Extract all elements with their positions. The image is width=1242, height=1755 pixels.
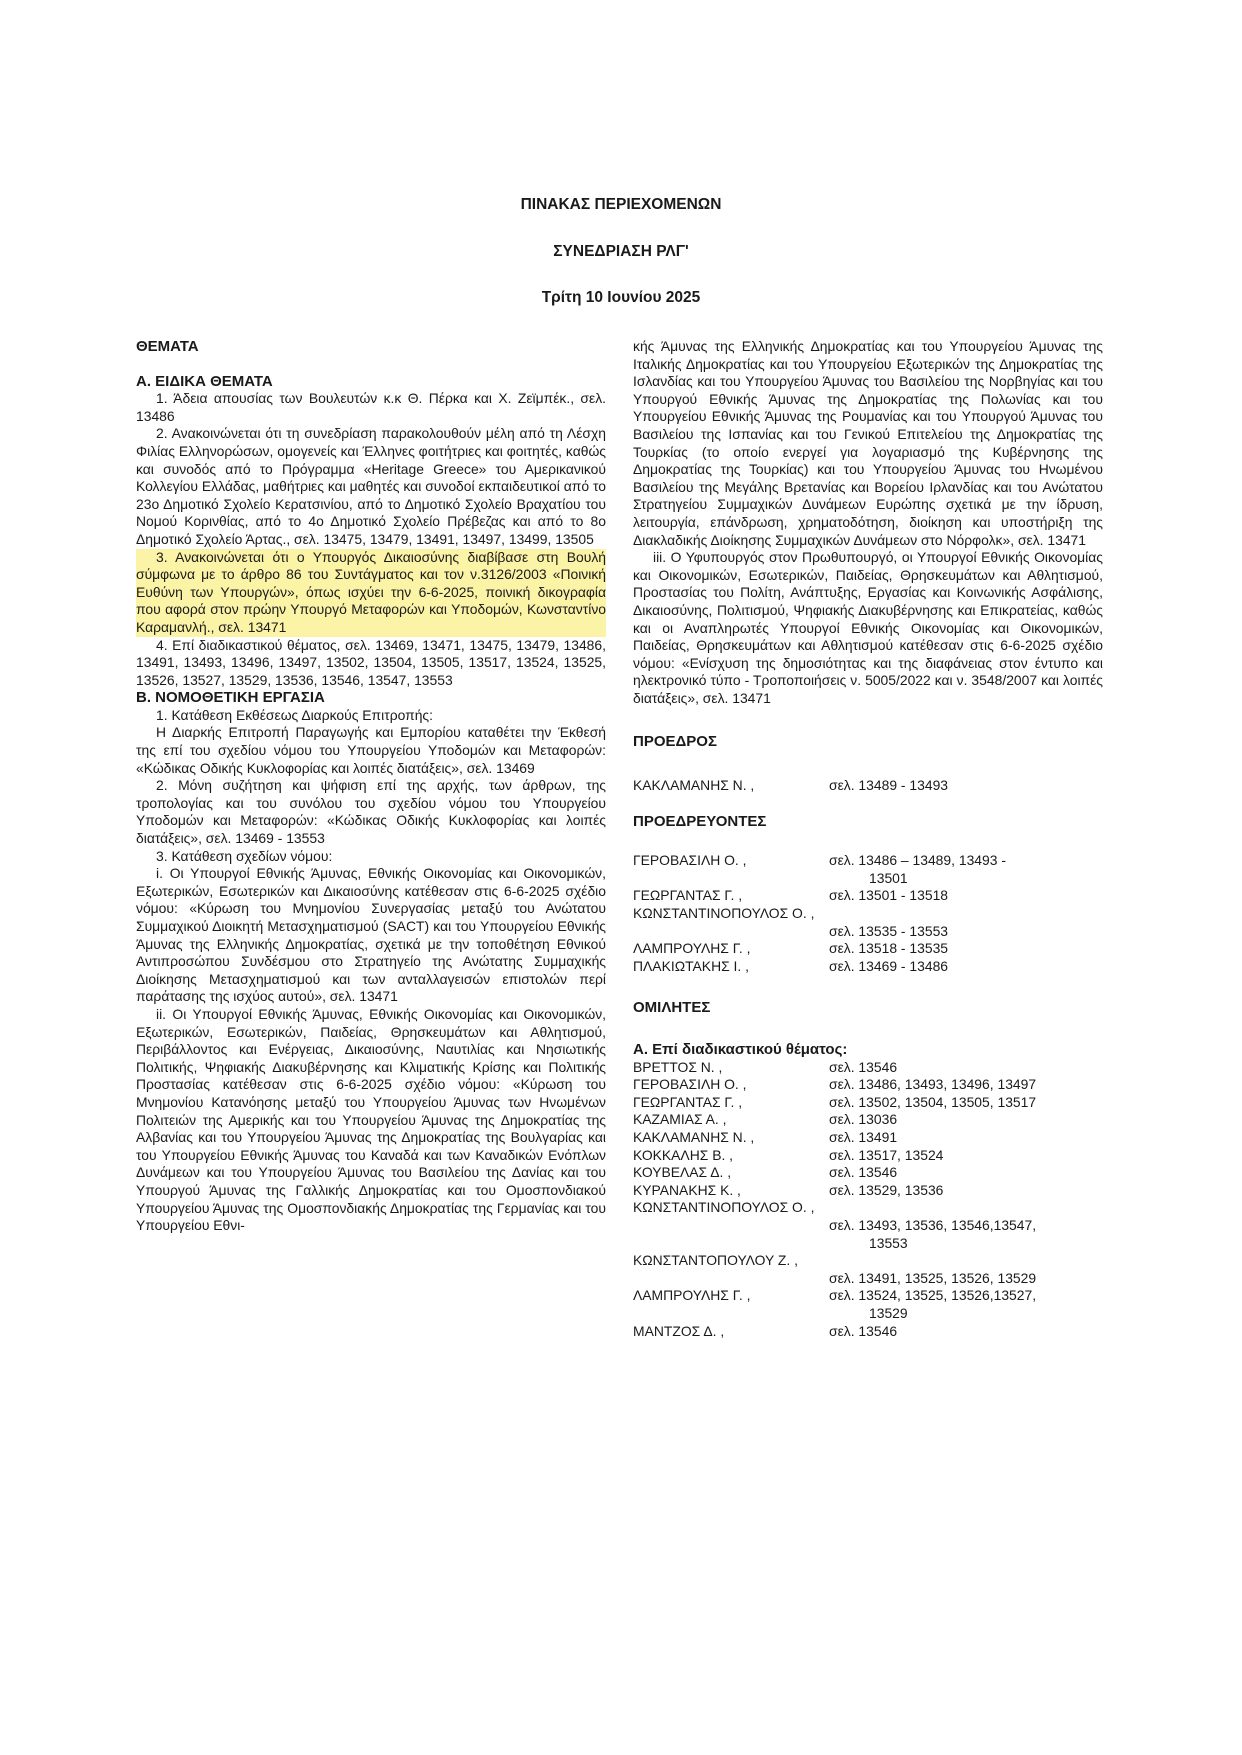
speaker-row bbox=[633, 1129, 1103, 1147]
page-refs: σελ. 13546 bbox=[829, 1164, 898, 1181]
speaker-row bbox=[633, 1111, 1103, 1129]
page-refs: σελ. 13469 - 13486 bbox=[829, 957, 949, 974]
speaker-row bbox=[633, 1147, 1103, 1165]
page-refs: σελ. 13517, 13524 bbox=[829, 1146, 944, 1163]
person-name: ΚΩΝΣΤΑΝΤΙΝΟΠΟΥΛΟΣ Ο. , bbox=[633, 1199, 815, 1216]
page-refs-continued: 13529 bbox=[869, 1304, 908, 1321]
person-name: ΛΑΜΠΡΟΥΛΗΣ Γ. , bbox=[633, 1287, 751, 1304]
speaker-row bbox=[633, 1287, 1103, 1305]
presiding-row bbox=[633, 887, 1103, 905]
page-refs: σελ. 13486, 13493, 13496, 13497 bbox=[829, 1076, 1037, 1093]
page-refs: σελ. 13535 - 13553 bbox=[829, 922, 949, 939]
person-name: ΚΑΚΛΑΜΑΝΗΣ Ν. , bbox=[633, 1128, 755, 1145]
person-name: ΚΑΚΛΑΜΑΝΗΣ Ν. , bbox=[633, 777, 755, 794]
person-name: ΠΛΑΚΙΩΤΑΚΗΣ Ι. , bbox=[633, 957, 749, 974]
page-refs: σελ. 13486 – 13489, 13493 - bbox=[829, 852, 1006, 869]
person-name: ΜΑΝΤΖΟΣ Δ. , bbox=[633, 1322, 725, 1339]
item-b2: 2. Μόνη συζήτηση και ψήφιση επί της αρχής, των άρθρων, της τροπολογίας και του συνόλου του σχεδίου νόμου του Υπουργείου Υποδομών και Μεταφορών: «Κώδικας Οδικής Κυκλοφορίας και λοιπές διατάξεις», σελ. 13469 - 13553 bbox=[136, 777, 606, 847]
person-name: ΚΑΖΑΜΙΑΣ Α. , bbox=[633, 1111, 727, 1128]
item-a2: 2. Ανακοινώνεται ότι τη συνεδρίαση παρακολουθούν μέλη από τη Λέσχη Φιλίας Ελληνορώσων, ομογενείς και Έλληνες φοιτήτριες και φοιτητές, καθώς και συνοδός από το Πρόγραμμα «Heritage Greece» του Αμερικανικού Κολλεγίου Ελλάδας, μαθήτριες και μαθητές και συνοδοί εκπαιδευτικοί από το 23ο Δημοτικό Σχολείο Κερατσινίου, από το Δημοτικό Σχολείο Βραχατίου του Νομού Κορινθίας, από το 4ο Δημοτικό Σχολείο Πρέβεζας και από το 8ο Δημοτικό Σχολείο Άρτας., σελ. 13475, 13479, 13491, 13497, 13499, 13505 bbox=[136, 425, 606, 547]
item-b1: 1. Κατάθεση Εκθέσεως Διαρκούς Επιτροπής: bbox=[156, 706, 433, 723]
speakers-subheading: Α. Επί διαδικαστικού θέματος: bbox=[633, 1041, 848, 1058]
president-row bbox=[633, 777, 1103, 795]
item-b1-text: Η Διαρκής Επιτροπή Παραγωγής και Εμπορίου καταθέτει την Έκθεσή της επί του σχεδίου νόμου του Υπουργείου Υποδομών και Μεταφορών: «Κώδικας Οδικής Κυκλοφορίας και λοιπές διατάξεις», σελ. 13469 bbox=[136, 724, 606, 776]
person-name: ΚΩΝΣΤΑΝΤΙΝΟΠΟΥΛΟΣ Ο. , bbox=[633, 905, 815, 922]
person-name: ΛΑΜΠΡΟΥΛΗΣ Γ. , bbox=[633, 940, 751, 957]
person-name: ΚΟΥΒΕΛΑΣ Δ. , bbox=[633, 1164, 732, 1181]
item-b3: 3. Κατάθεση σχεδίων νόμου: bbox=[156, 847, 333, 864]
page-refs: σελ. 13491 bbox=[829, 1128, 898, 1145]
person-name: ΚΟΚΚΑΛΗΣ Β. , bbox=[633, 1146, 734, 1163]
session-title: ΣΥΝΕΔΡΙΑΣΗ ΡΛΓ' bbox=[553, 243, 689, 260]
speaker-row bbox=[633, 1094, 1103, 1112]
right-column bbox=[633, 338, 1103, 1340]
heading-president: ΠΡΟΕΔΡΟΣ bbox=[633, 733, 717, 751]
section-themata: ΘΕΜΑΤΑ bbox=[136, 338, 199, 355]
presiding-row bbox=[633, 940, 1103, 958]
item-a1: 1. Άδεια απουσίας των Βουλευτών κ.κ Θ. Πέρκα και Χ. Ζεϊμπέκ., σελ. 13486 bbox=[136, 390, 606, 424]
section-legislative-work: Β. ΝΟΜΟΘΕΤΙΚΗ ΕΡΓΑΣΙΑ bbox=[136, 689, 325, 707]
page-refs-continued: 13553 bbox=[869, 1234, 908, 1251]
person-name: ΓΕΡΟΒΑΣΙΛΗ Ο. , bbox=[633, 1076, 747, 1093]
presiding-row bbox=[633, 852, 1103, 870]
item-b3-i: i. Οι Υπουργοί Εθνικής Άμυνας, Εθνικής Οικονομίας και Οικονομικών, Εξωτερικών, Εσωτερικών και Δικαιοσύνης κατέθεσαν στις 6-6-2025 σχέδιο νόμου: «Κύρωση του Μνημονίου Συνεργασίας μεταξύ του Ανώτατου Συμμαχικού Διοικητή Μετασχηματισμού (SACT) και του Υπουργείου Εθνικής Άμυνας της Ελληνικής Δημοκρατίας, σχετικά με την τοποθέτηση Εθνικού Αντιπροσώπου Συνδέσμου στο Στρατηγείο της Ανώτατης Συμμαχικής Διοίκησης Μετασχηματισμού και των ανταλλαγεισών επιστολών περί παράτασης της ισχύος αυτού», σελ. 13471 bbox=[136, 865, 606, 1005]
page-refs-continued: 13501 bbox=[869, 869, 908, 886]
section-special-topics: Α. ΕΙΔΙΚΑ ΘΕΜΑΤΑ bbox=[136, 372, 273, 390]
page-refs: σελ. 13493, 13536, 13546,13547, bbox=[829, 1216, 1037, 1233]
heading-presiding: ΠΡΟΕΔΡΕΥΟΝΤΕΣ bbox=[633, 812, 767, 830]
heading-speakers: ΟΜΙΛΗΤΕΣ bbox=[633, 999, 711, 1017]
page-refs: σελ. 13546 bbox=[829, 1058, 898, 1075]
speaker-row bbox=[633, 1059, 1103, 1077]
speaker-row bbox=[633, 1076, 1103, 1094]
item-b3-iii: iii. Ο Υφυπουργός στον Πρωθυπουργό, οι Υπουργοί Εθνικής Οικονομίας και Οικονομικών, Εσωτερικών, Παιδείας, Θρησκευμάτων και Αθλητισμού, Προστασίας του Πολίτη, Ανάπτυξης, Εργασίας και Κοινωνικής Ασφάλισης, Δικαιοσύνης, Πολιτισμού, Ψηφιακής Διακυβέρνησης και Επικρατείας, καθώς και οι Αναπληρωτές Υπουργοί Εθνικής Οικονομίας και Οικονομικών, Παιδείας, Θρησκευμάτων και Αθλητισμού κατέθεσαν στις 6-6-2025 σχέδιο νόμου: «Ενίσχυση της δημοσιότητας και της διαφάνειας στον έντυπο και ηλεκτρονικό τύπο - Τροποποιήσεις ν. 5005/2022 και ν. 3548/2007 και λοιπές διατάξεις», σελ. 13471 bbox=[633, 549, 1103, 706]
person-name: ΓΕΩΡΓΑΝΤΑΣ Γ. , bbox=[633, 1093, 743, 1110]
speaker-row bbox=[633, 1323, 1103, 1341]
speaker-row bbox=[633, 1164, 1103, 1182]
page-title: ΠΙΝΑΚΑΣ ΠΕΡΙΕΧΟΜΕΝΩΝ bbox=[520, 196, 722, 213]
page-refs: σελ. 13036 bbox=[829, 1111, 898, 1128]
presiding-row bbox=[633, 958, 1103, 976]
left-column bbox=[136, 338, 606, 1235]
page-refs: σελ. 13502, 13504, 13505, 13517 bbox=[829, 1093, 1037, 1110]
person-name: ΒΡΕΤΤΟΣ Ν. , bbox=[633, 1058, 723, 1075]
person-name: ΓΕΩΡΓΑΝΤΑΣ Γ. , bbox=[633, 887, 743, 904]
page-refs: σελ. 13518 - 13535 bbox=[829, 940, 949, 957]
speaker-row bbox=[633, 1182, 1103, 1200]
item-b3-ii-continued: κής Άμυνας της Ελληνικής Δημοκρατίας και του Υπουργείου Άμυνας της Ιταλικής Δημοκρατίας και του Υπουργείου Εξωτερικών της Δημοκρατίας της Ισλανδίας και του Υπουργείου Άμυνας του Βασιλείου της Νορβηγίας και του Υπουργού Εθνικής Άμυνας της Δημοκρατίας της Πολωνίας και του Υπουργείου Εθνικής Άμυνας της Ρουμανίας και του Υπουργού Άμυνας του Βασιλείου της Ισπανίας και του Γενικού Επιτελείου της Δημοκρατίας της Τουρκίας (το οποίο ενεργεί για λογαριασμό της Κυβέρνησης της Δημοκρατίας της Τουρκίας) και του Υπουργείου Άμυνας του Ηνωμένου Βασιλείου της Μεγάλης Βρετανίας και Βορείου Ιρλανδίας και του Ανώτατου Στρατηγείου Συμμαχικών Δυνάμεων Ευρώπης σχετικά με την ίδρυση, λειτουργία, επάνδρωση, χρηματοδότηση, διοίκηση και υποστήριξη της Διακλαδικής Διοίκησης Συμμαχικών Δυνάμεων στο Νόρφολκ», σελ. 13471 bbox=[633, 338, 1103, 548]
item-b3-ii: ii. Οι Υπουργοί Εθνικής Άμυνας, Εθνικής Οικονομίας και Οικονομικών, Εξωτερικών, Εσωτερικών, Παιδείας, Θρησκευμάτων και Αθλητισμού, Περιβάλλοντος και Ενέργειας, Δικαιοσύνης, Ναυτιλίας και Νησιωτικής Πολιτικής, Ψηφιακής Διακυβέρνησης και Κλιματικής Κρίσης και Πολιτικής Προστασίας κατέθεσαν στις 6-6-2025 σχέδιο νόμου: «Κύρωση του Μνημονίου Κατανόησης μεταξύ του Υπουργείου Άμυνας των Ηνωμένων Πολιτειών της Αμερικής και του Υπουργείου Άμυνας της Δημοκρατίας της Αλβανίας και του Υπουργείου Άμυνας της Δημοκρατίας της Βουλγαρίας και του Υπουργείου Εθνικής Άμυνας του Καναδά και των Καναδικών Ενόπλων Δυνάμεων και του Υπουργείου Άμυνας του Βασιλείου της Δανίας και του Υπουργού Άμυνας της Γαλλικής Δημοκρατίας και του Ομοσπονδιακού Υπουργείου Άμυνας της Ομοσπονδιακής Δημοκρατίας της Γερμανίας και του Υπουργείου Εθνι- bbox=[136, 1005, 606, 1234]
person-name: ΚΩΝΣΤΑΝΤΟΠΟΥΛΟΥ Ζ. , bbox=[633, 1252, 798, 1269]
page-refs: σελ. 13546 bbox=[829, 1322, 898, 1339]
page-refs: σελ. 13501 - 13518 bbox=[829, 887, 949, 904]
session-date: Τρίτη 10 Ιουνίου 2025 bbox=[541, 289, 701, 306]
item-a4: 4. Επί διαδικαστικού θέματος, σελ. 13469, 13471, 13475, 13479, 13486, 13491, 13493, 13496, 13497, 13502, 13504, 13505, 13517, 13524, 13525, 13526, 13527, 13529, 13536, 13546, 13547, 13553 bbox=[136, 636, 606, 688]
person-name: ΓΕΡΟΒΑΣΙΛΗ Ο. , bbox=[633, 852, 747, 869]
page-refs: σελ. 13524, 13525, 13526,13527, bbox=[829, 1287, 1037, 1304]
page-refs: σελ. 13491, 13525, 13526, 13529 bbox=[829, 1269, 1037, 1286]
page-refs: σελ. 13529, 13536 bbox=[829, 1181, 944, 1198]
item-a3: 3. Ανακοινώνεται ότι ο Υπουργός Δικαιοσύνης διαβίβασε στη Βουλή σύμφωνα με το άρθρο 86 του Συντάγματος και τον ν.3126/2003 «Ποινική Ευθύνη των Υπουργών», όπως ισχύει την 6-6-2025, ποινική δικογραφία που αφορά στον πρώην Υπουργό Μεταφορών και Υποδομών, Κωνσταντίνο Καραμανλή., σελ. 13471 bbox=[136, 548, 606, 635]
page-refs: σελ. 13489 - 13493 bbox=[829, 777, 949, 794]
person-name: ΚΥΡΑΝΑΚΗΣ Κ. , bbox=[633, 1181, 741, 1198]
